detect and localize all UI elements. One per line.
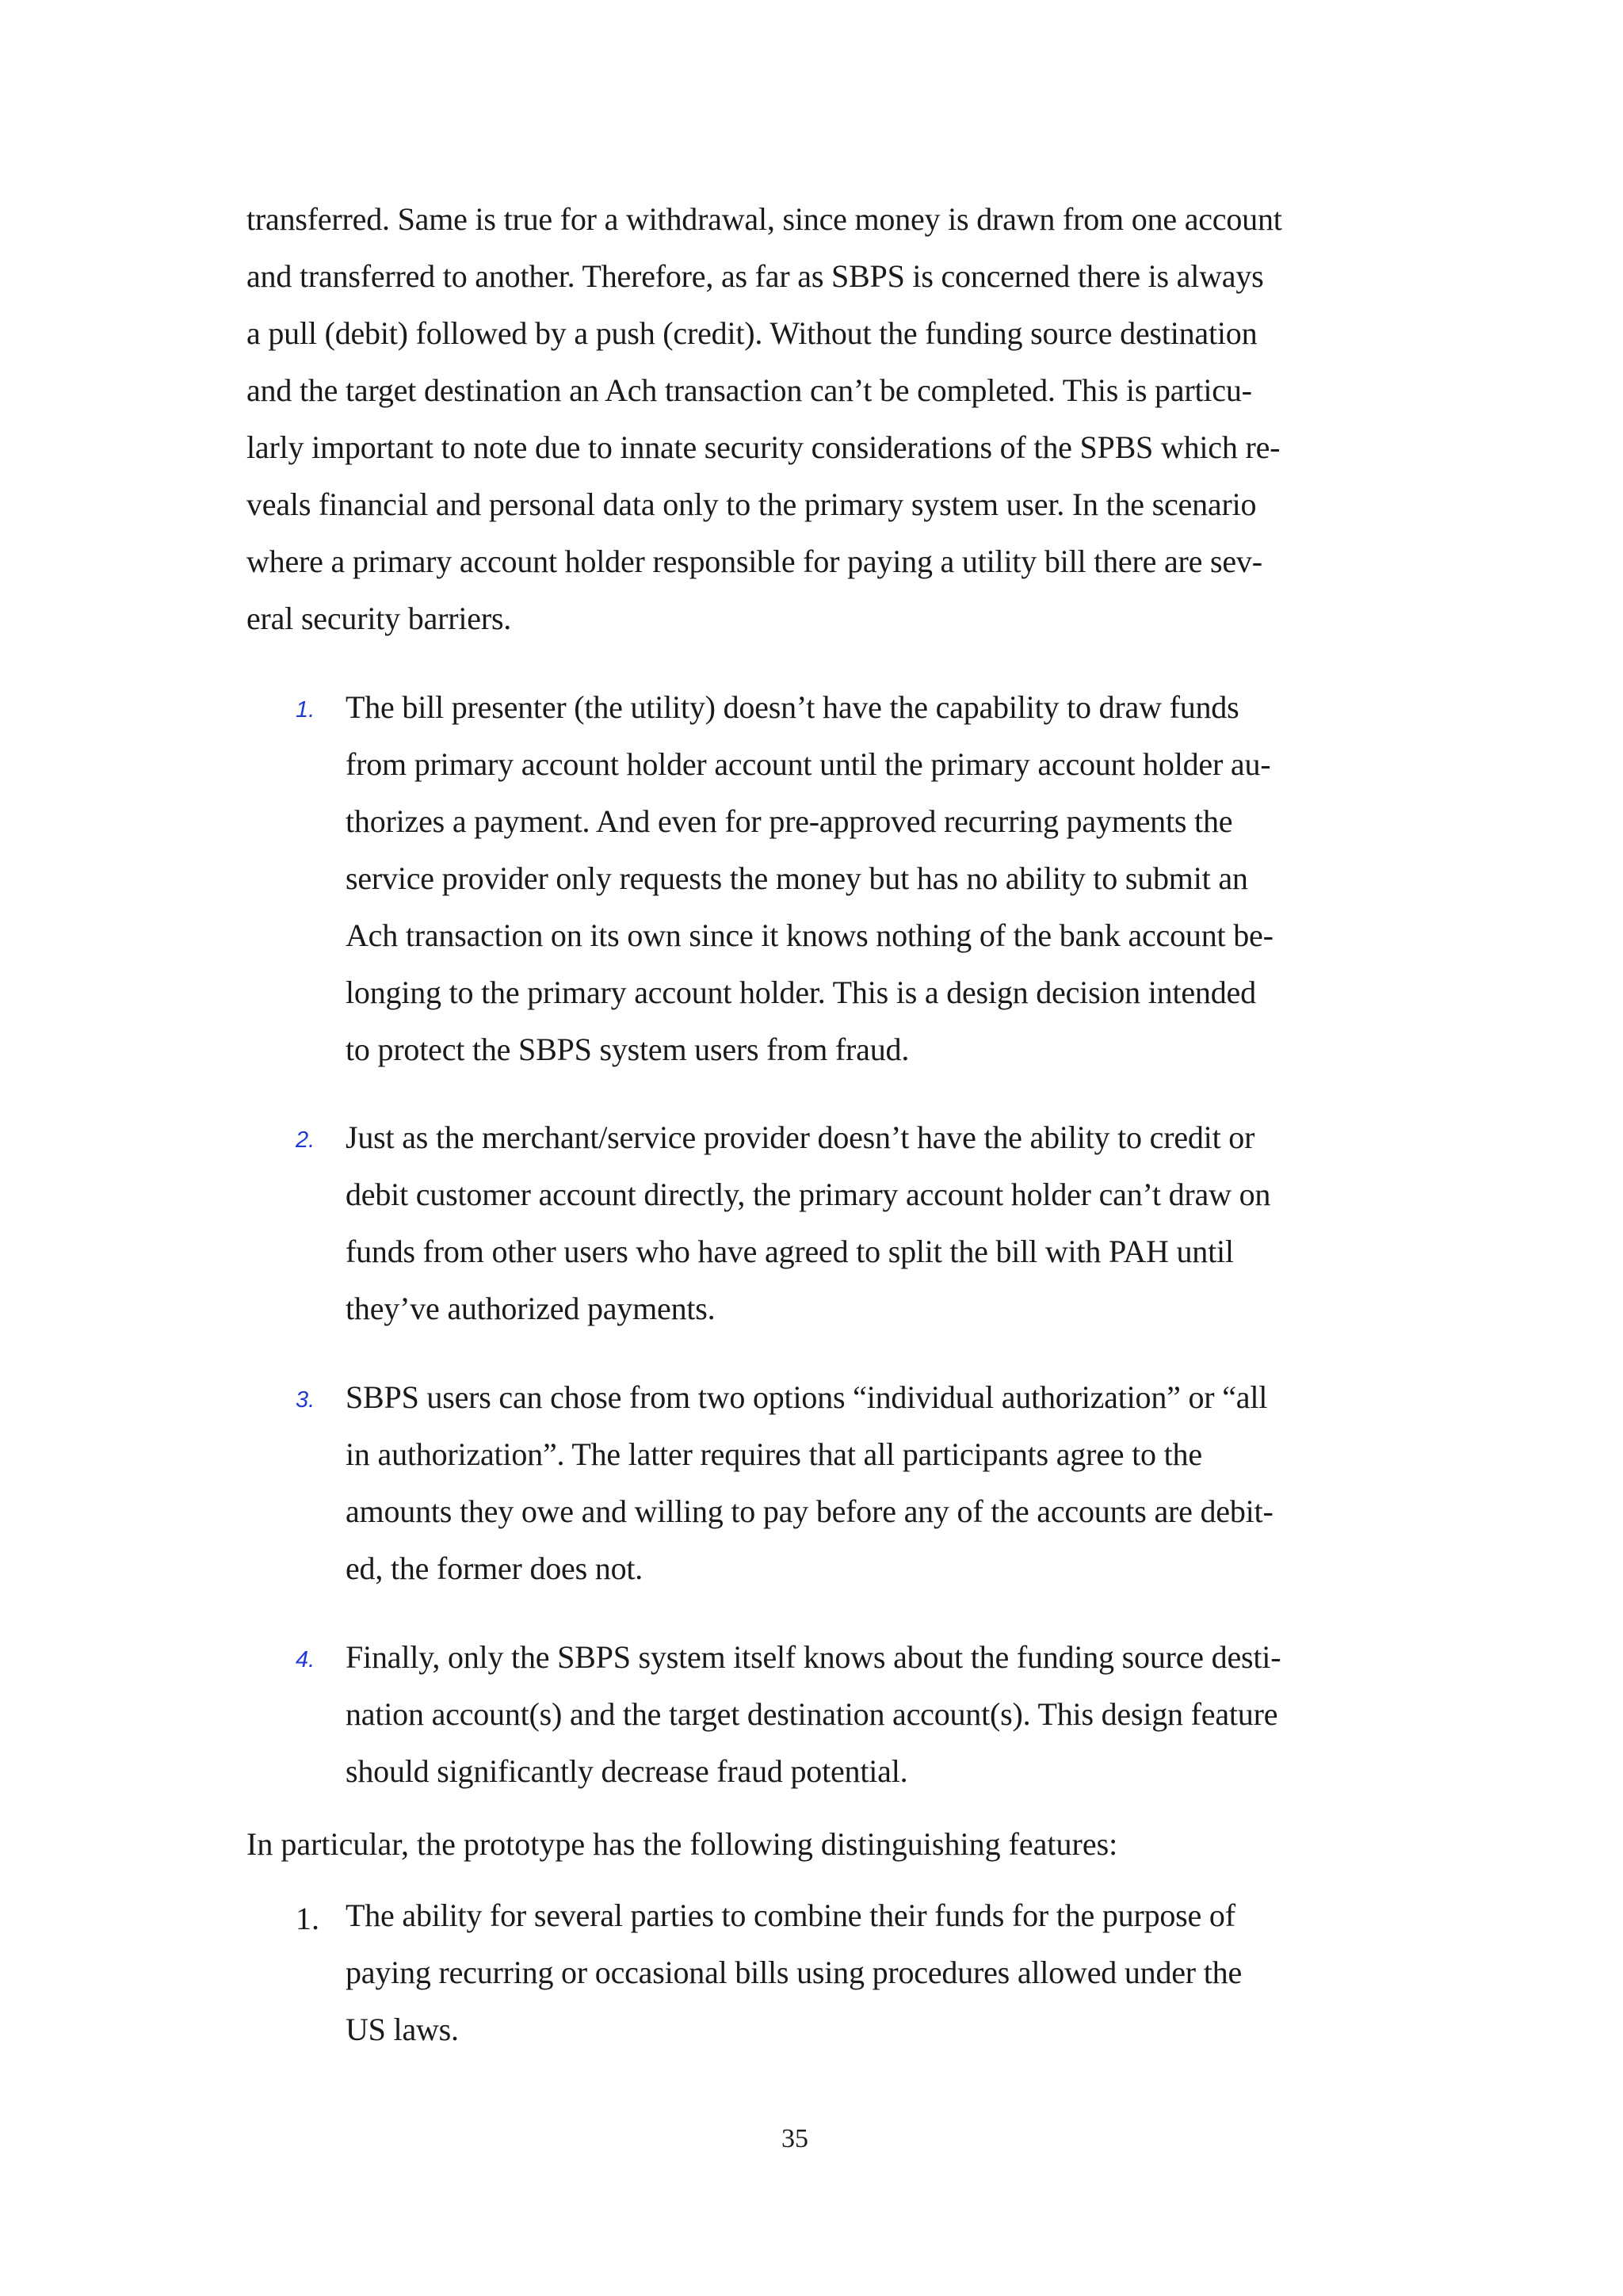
list-item-line: in authorization”. The latter requires that all participants agree to the	[346, 1436, 1202, 1472]
intro-line: and the target destination an Ach transaction can’t be completed. This is particu-	[246, 372, 1252, 408]
list-item-text	[346, 1629, 1344, 1800]
page-number: 35	[781, 2124, 808, 2153]
list-item-line: amounts they owe and willing to pay before any of the accounts are debit-	[346, 1493, 1274, 1529]
list-item-number: 1.	[296, 1901, 319, 1936]
list-item-line: longing to the primary account holder. This is a design decision intended	[346, 974, 1256, 1010]
intro-line: transferred. Same is true for a withdrawal, since money is drawn from one account	[246, 201, 1282, 237]
list-item-text	[346, 679, 1344, 1078]
list-item-number: 3.	[296, 1387, 315, 1413]
list-item-line: from primary account holder account until the primary account holder au-	[346, 746, 1271, 782]
list-item-line: ed, the former does not.	[346, 1550, 643, 1586]
list-item-line: thorizes a payment. And even for pre-approved recurring payments the	[346, 803, 1233, 839]
list-item-text	[346, 1369, 1344, 1597]
features-intro: In particular, the prototype has the following distinguishing features:	[246, 1826, 1118, 1862]
intro-line: where a primary account holder responsible for paying a utility bill there are sev-	[246, 543, 1262, 579]
list-item-number: 1.	[296, 697, 315, 723]
list-item-text	[346, 1887, 1344, 2058]
intro-line: larly important to note due to innate security considerations of the SPBS which re-	[246, 429, 1281, 465]
intro-line: a pull (debit) followed by a push (credit). Without the funding source destination	[246, 315, 1258, 351]
list-item-line: they’ve authorized payments.	[346, 1291, 716, 1326]
list-item-line: service provider only requests the money but has no ability to submit an	[346, 860, 1248, 896]
list-item-line: Just as the merchant/service provider doesn’t have the ability to credit or	[346, 1119, 1255, 1155]
list-item-text	[346, 1109, 1344, 1337]
list-item-line: paying recurring or occasional bills using procedures allowed under the	[346, 1955, 1242, 1990]
intro-line: veals financial and personal data only to the primary system user. In the scenario	[246, 486, 1257, 522]
list-item-line: Ach transaction on its own since it knows nothing of the bank account be-	[346, 917, 1274, 953]
list-item-line: should significantly decrease fraud potential.	[346, 1753, 908, 1789]
list-item-line: nation account(s) and the target destination account(s). This design feature	[346, 1696, 1278, 1732]
list-item-line: to protect the SBPS system users from fraud.	[346, 1032, 910, 1067]
list-item-number: 2.	[296, 1127, 315, 1153]
list-item-line: US laws.	[346, 2012, 459, 2047]
list-item-line: SBPS users can chose from two options “individual authorization” or “all	[346, 1379, 1268, 1415]
list-item-line: The bill presenter (the utility) doesn’t have the capability to draw funds	[346, 689, 1239, 725]
list-item-number: 4.	[296, 1647, 315, 1672]
list-item-line: debit customer account directly, the primary account holder can’t draw on	[346, 1177, 1271, 1212]
intro-line: and transferred to another. Therefore, as far as SBPS is concerned there is always	[246, 258, 1264, 294]
intro-paragraph	[246, 191, 1340, 647]
list-item-line: funds from other users who have agreed to split the bill with PAH until	[346, 1234, 1234, 1269]
list-item-line: The ability for several parties to combine their funds for the purpose of	[346, 1897, 1235, 1933]
intro-line: eral security barriers.	[246, 601, 512, 636]
list-item-line: Finally, only the SBPS system itself knows about the funding source desti-	[346, 1639, 1281, 1675]
